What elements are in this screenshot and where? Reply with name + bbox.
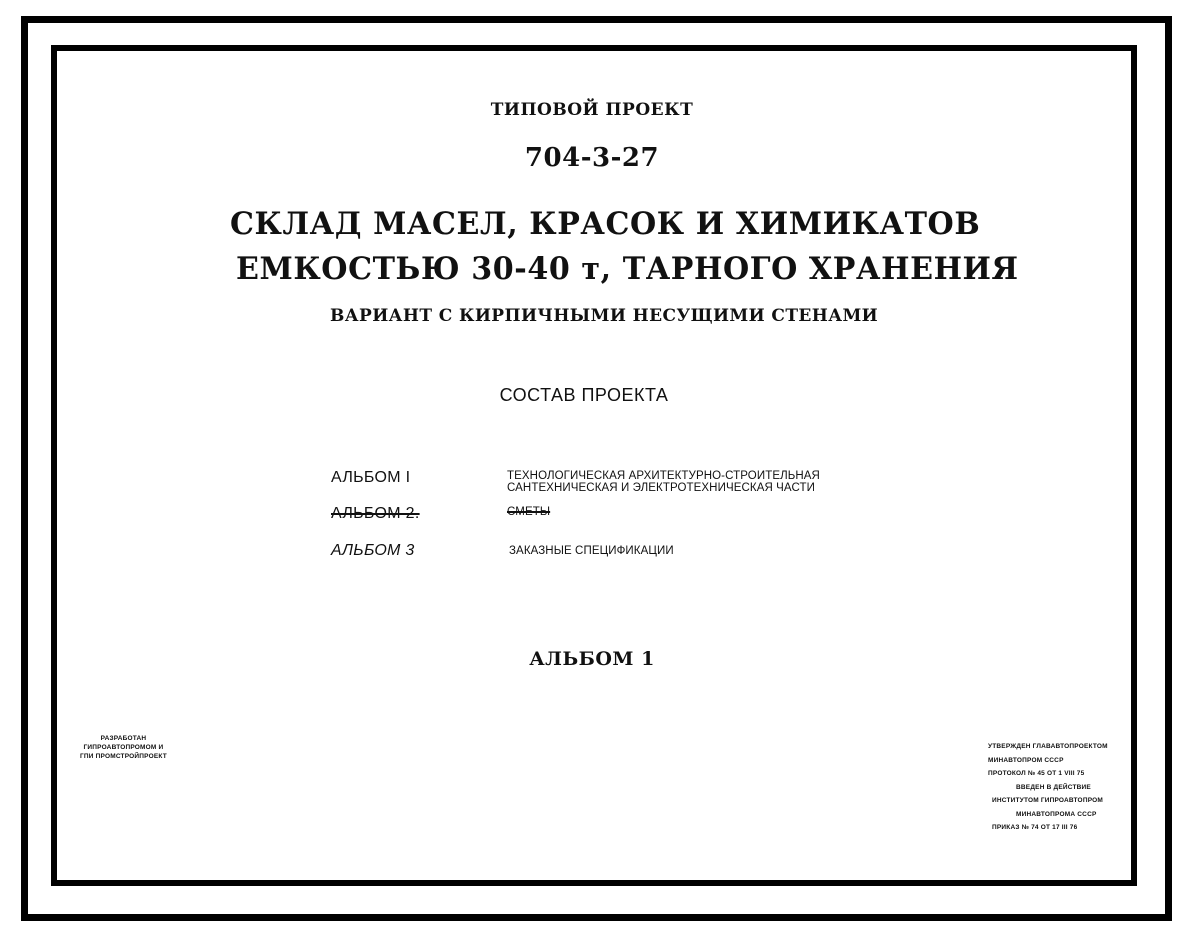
current-album-title: АЛЬБОМ 1 [529,648,655,670]
developer-line-2: ГИПРОАВТОПРОМОМ И [83,744,164,751]
album-3-label: АЛЬБОМ 3 [331,542,415,559]
album-1-description [507,470,820,494]
developer-line-3: ГПИ ПРОМСТРОЙПРОЕКТ [80,753,167,760]
approval-line-3: ПРОТОКОЛ № 45 ОТ 1 VIII 75 [988,770,1085,777]
approval-line-5: ИНСТИТУТОМ ГИПРОАВТОПРОМ [992,797,1104,804]
developer-line-1: РАЗРАБОТАН [100,735,147,742]
approval-line-2: МИНАВТОПРОМ СССР [988,756,1064,764]
project-code: 704-3-27 [524,143,660,173]
title-line-1: СКЛАД МАСЕЛ, КРАСОК И ХИМИКАТОВ [230,206,981,242]
approval-line-1: УТВЕРЖДЕН ГЛАВАВТОПРОЕКТОМ [988,743,1108,750]
approval-line-4: ВВЕДЕН В ДЕЙСТВИЕ [1016,783,1091,791]
approval-block [988,740,1108,835]
album-2-label: АЛЬБОМ 2. [331,505,420,522]
composition-heading: СОСТАВ ПРОЕКТА [499,385,669,405]
developer-block [80,734,167,761]
album-1-label: АЛЬБОМ I [331,469,411,486]
approval-line-7: ПРИКАЗ № 74 ОТ 17 III 76 [992,824,1078,831]
album-1-desc-line-1: ТЕХНОЛОГИЧЕСКАЯ АРХИТЕКТУРНО-СТРОИТЕЛЬНАЯ [507,470,820,482]
project-type-label: ТИПОВОЙ ПРОЕКТ [490,100,694,120]
album-2-description: СМЕТЫ [507,506,551,518]
album-3-description: ЗАКАЗНЫЕ СПЕЦИФИКАЦИИ [509,545,674,557]
approval-line-6: МИНАВТОПРОМА СССР [1016,810,1097,818]
title-line-2: ЕМКОСТЬЮ 30-40 т, ТАРНОГО ХРАНЕНИЯ [236,251,1019,287]
album-1-desc-line-2: САНТЕХНИЧЕСКАЯ И ЭЛЕКТРОТЕХНИЧЕСКАЯ ЧАСТИ [507,482,815,494]
variant-subtitle: ВАРИАНТ С КИРПИЧНЫМИ НЕСУЩИМИ СТЕНАМИ [330,306,879,326]
